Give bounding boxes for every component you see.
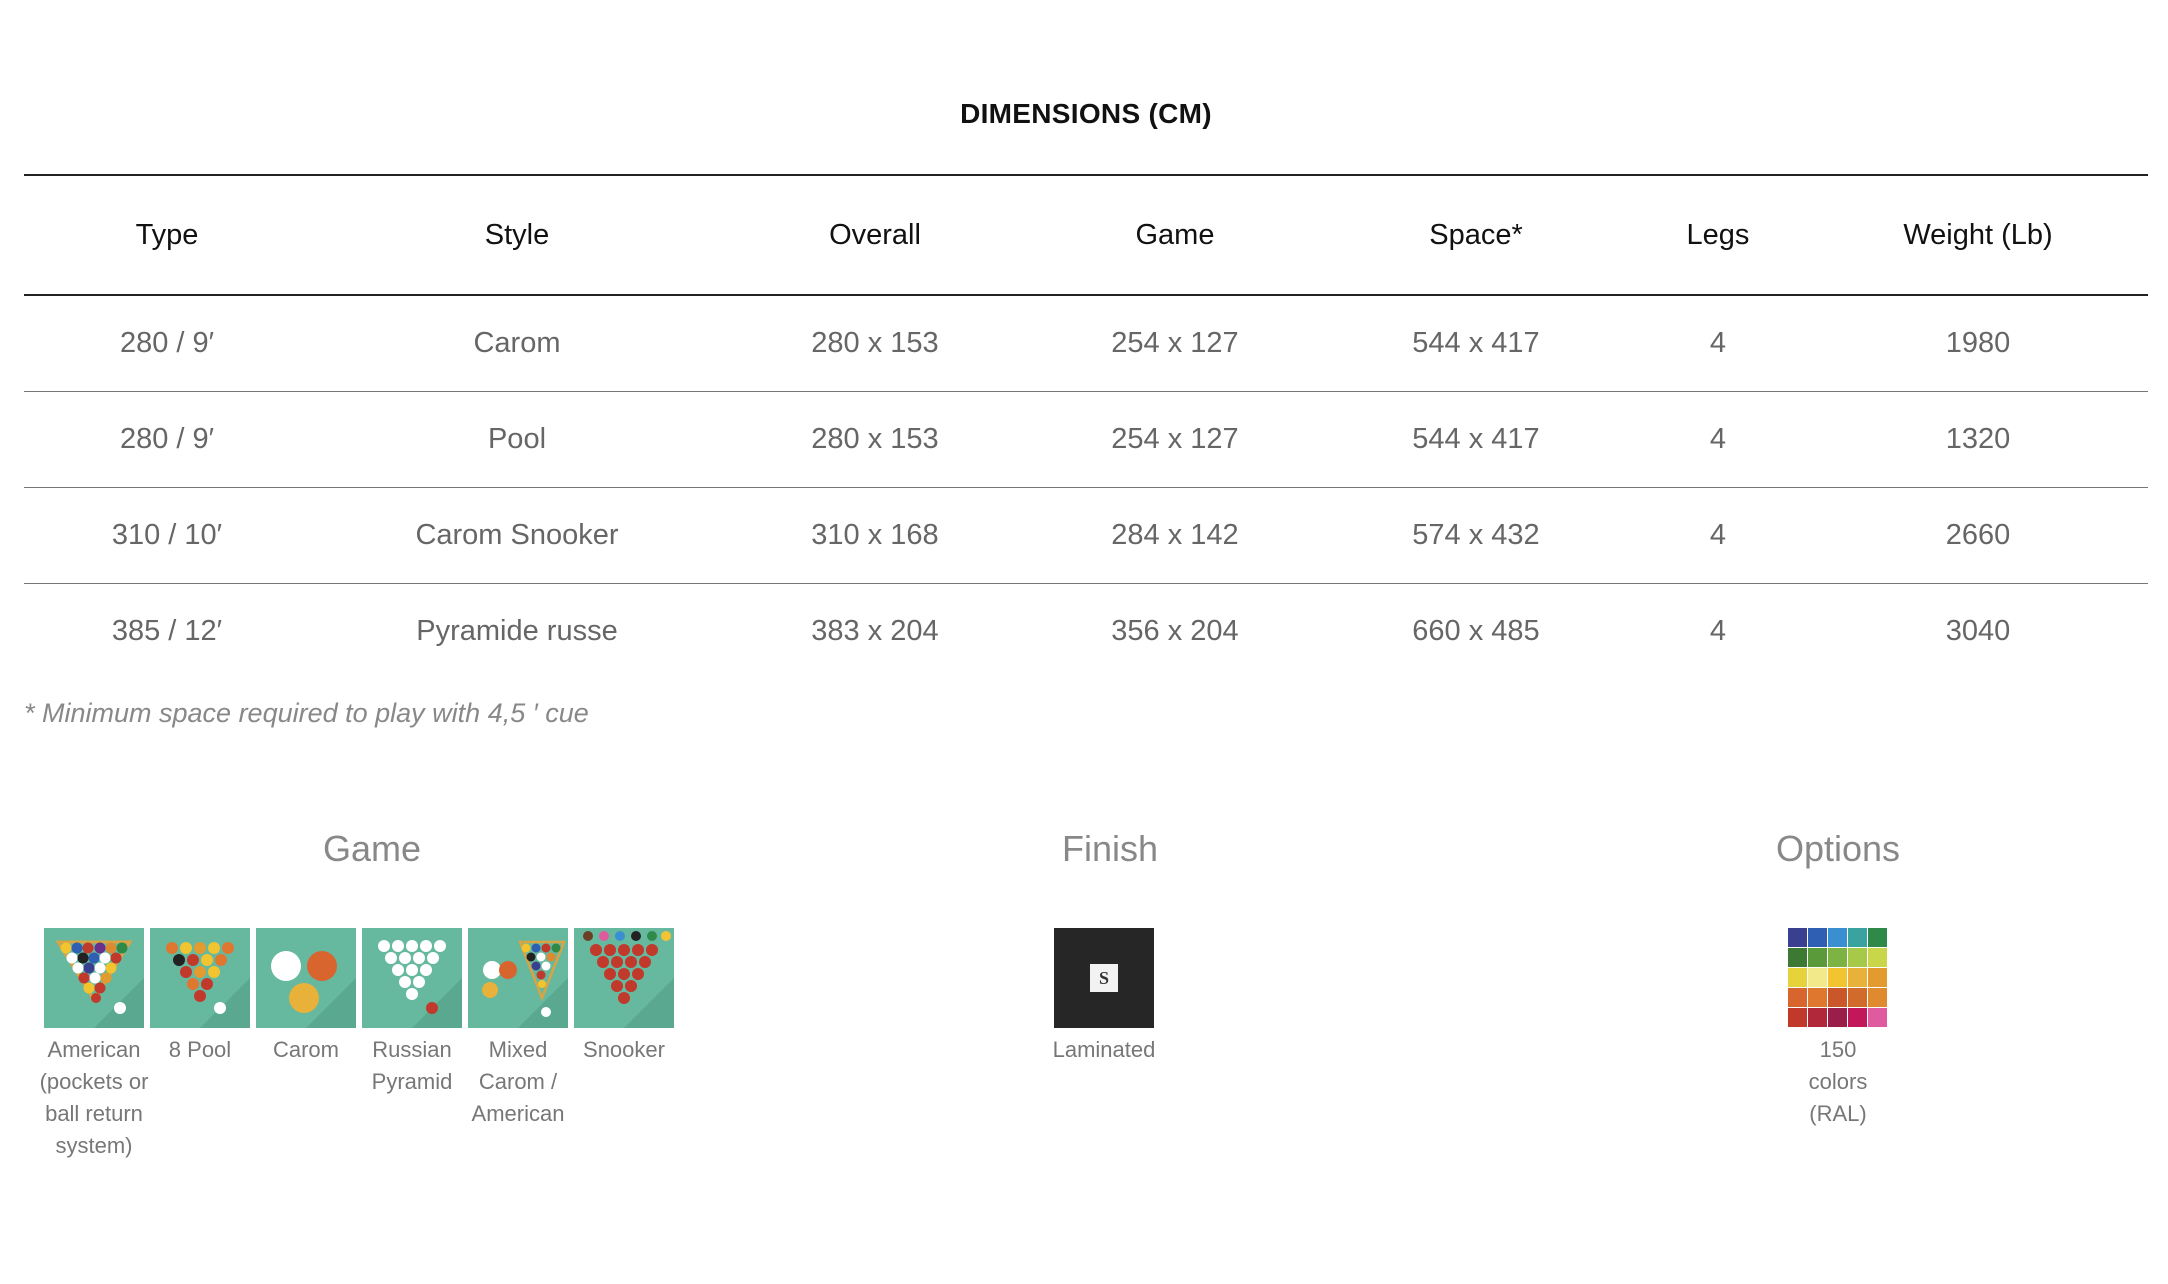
ral-color-cell: [1868, 948, 1887, 967]
finish-section-title: Finish: [1061, 828, 1159, 869]
table-row: [24, 295, 2148, 392]
finish-option-label: Laminated: [1052, 1037, 1156, 1062]
laminated-badge: S: [1090, 964, 1118, 992]
ral-color-cell: [1848, 948, 1867, 967]
ral-color-cell: [1848, 988, 1867, 1007]
cell-style: Carom Snooker: [310, 488, 724, 584]
ral-color-cell: [1788, 948, 1807, 967]
column-header-space: Space*: [1324, 175, 1628, 295]
options-section-title: Options: [1775, 828, 1901, 869]
column-header-type: Type: [24, 175, 310, 295]
cell-game: 284 x 142: [1026, 488, 1324, 584]
column-header-style: Style: [310, 175, 724, 295]
cell-overall: 383 x 204: [811, 615, 939, 647]
cell-space: 660 x 485: [1412, 615, 1540, 647]
game-option-label: Russian Pyramid: [371, 1037, 453, 1094]
ral-color-cell: [1868, 988, 1887, 1007]
american-rack-icon: [44, 928, 144, 1028]
ral-color-cell: [1828, 928, 1847, 947]
column-header-legs: Legs: [1628, 175, 1808, 295]
ral-color-cell: [1808, 988, 1827, 1007]
table-row: [24, 392, 2148, 488]
snooker-rack-icon: [574, 928, 674, 1028]
ral-color-cell: [1788, 988, 1807, 1007]
cell-game: 356 x 204: [1111, 615, 1239, 647]
cell-overall: 280 x 153: [724, 392, 1026, 488]
game-option-label: Carom: [272, 1037, 339, 1062]
game-option-mixed-carom-american[interactable]: [468, 928, 568, 1162]
table-row: [24, 584, 2148, 680]
cell-game: 254 x 127: [1026, 392, 1324, 488]
table-title: DIMENSIONS (CM): [960, 98, 1212, 129]
ral-color-cell: [1868, 968, 1887, 987]
ral-color-cell: [1828, 948, 1847, 967]
cell-type: 280 / 9′: [24, 295, 310, 392]
game-option-american[interactable]: [39, 928, 149, 1162]
cell-space: 574 x 432: [1324, 488, 1628, 584]
carom-balls-icon: [256, 928, 356, 1028]
ral-color-cell: [1788, 968, 1807, 987]
ral-color-cell: [1808, 948, 1827, 967]
cell-legs: 4: [1628, 295, 1808, 392]
table-footnote: * Minimum space required to play with 4,5 ′ cue: [24, 698, 589, 728]
ral-color-cell: [1848, 968, 1867, 987]
game-option-label: 8 Pool: [168, 1037, 232, 1062]
cell-type: 385 / 12′: [111, 615, 223, 647]
cell-legs: 4: [1709, 615, 1727, 647]
game-options-list: [39, 928, 680, 1162]
column-header-game: Game: [1026, 175, 1324, 295]
ral-color-cell: [1848, 1008, 1867, 1027]
game-option-8-pool[interactable]: [150, 928, 250, 1162]
ral-color-cell: [1828, 1008, 1847, 1027]
ral-color-cell: [1828, 968, 1847, 987]
ral-color-cell: [1868, 1008, 1887, 1027]
ral-color-cell: [1808, 928, 1827, 947]
cell-weight: 1320: [1808, 392, 2148, 488]
cell-style: Pyramide russe: [416, 615, 618, 647]
table-row: [24, 488, 2148, 584]
ral-color-cell: [1808, 1008, 1827, 1027]
ral-color-cell: [1828, 988, 1847, 1007]
cell-weight: 3040: [1945, 615, 2011, 647]
options-list: [1788, 928, 1894, 1130]
mixed-carom-american-icon: [468, 928, 568, 1028]
option-ral-colors[interactable]: [1788, 928, 1888, 1130]
laminated-swatch-icon: [1054, 928, 1154, 1028]
dimensions-table: [24, 174, 2148, 679]
cell-game: 254 x 127: [1026, 295, 1324, 392]
finish-option-laminated[interactable]: [1054, 928, 1154, 1066]
cell-legs: 4: [1628, 392, 1808, 488]
cell-legs: 4: [1628, 488, 1808, 584]
column-header-overall: Overall: [724, 175, 1026, 295]
column-header-weight: Weight (Lb): [1808, 175, 2148, 295]
game-option-label: American (pockets or ball return system): [39, 1037, 149, 1158]
cell-weight: 2660: [1808, 488, 2148, 584]
ral-color-cell: [1868, 928, 1887, 947]
game-option-russian-pyramid[interactable]: [362, 928, 462, 1162]
ral-color-cell: [1788, 1008, 1807, 1027]
ral-color-grid-icon: [1788, 928, 1888, 1028]
cell-space: 544 x 417: [1324, 295, 1628, 392]
cell-overall: 310 x 168: [724, 488, 1026, 584]
cell-overall: 280 x 153: [724, 295, 1026, 392]
cell-type: 280 / 9′: [24, 392, 310, 488]
ral-color-cell: [1848, 928, 1867, 947]
russian-pyramid-icon: [362, 928, 462, 1028]
finish-options-list: [1054, 928, 1160, 1066]
game-option-label: Snooker: [583, 1037, 665, 1062]
game-option-carom[interactable]: [256, 928, 356, 1162]
cell-style: Pool: [310, 392, 724, 488]
option-label: 150 colors (RAL): [1808, 1037, 1868, 1126]
ral-color-cell: [1788, 928, 1807, 947]
game-option-snooker[interactable]: [574, 928, 674, 1162]
ral-color-cell: [1808, 968, 1827, 987]
cell-style: Carom: [310, 295, 724, 392]
table-header-row: [24, 175, 2148, 295]
cell-space: 544 x 417: [1324, 392, 1628, 488]
cell-type: 310 / 10′: [24, 488, 310, 584]
game-section-title: Game: [322, 828, 422, 869]
game-option-label: Mixed Carom / American: [471, 1037, 565, 1126]
cell-weight: 1980: [1808, 295, 2148, 392]
8-pool-rack-icon: [150, 928, 250, 1028]
